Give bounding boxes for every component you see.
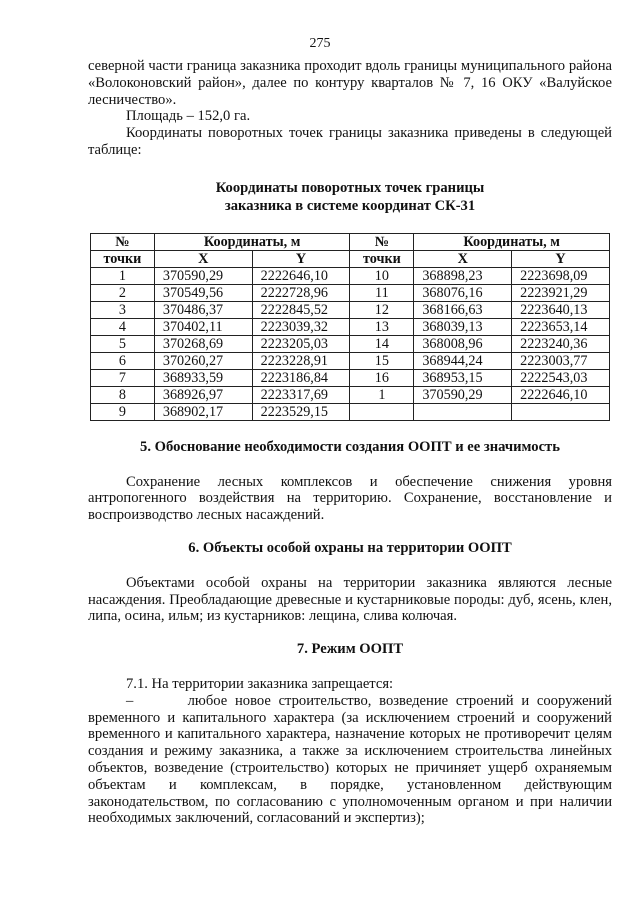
table-row	[91, 403, 610, 420]
table-title	[88, 179, 612, 215]
table-cell-x1: 370486,37	[154, 301, 252, 318]
table-body	[91, 267, 610, 420]
table-cell-n2: 15	[350, 352, 414, 369]
table-row	[91, 386, 610, 403]
header-point: точки	[91, 250, 155, 267]
header-point-no: №	[350, 233, 414, 250]
table-cell-x2: 368898,23	[414, 267, 512, 284]
table-cell-n2: 13	[350, 318, 414, 335]
table-cell-x1: 368933,59	[154, 369, 252, 386]
table-row	[91, 335, 610, 352]
header-coordinates: Координаты, м	[154, 233, 350, 250]
table-row	[91, 284, 610, 301]
area-line: Площадь – 152,0 га.	[126, 108, 251, 125]
table-cell-y1: 2222728,96	[252, 284, 350, 301]
table-cell-y2: 2223640,13	[512, 301, 610, 318]
intro-paragraph-1: северной части граница заказника проходит вдоль границы муниципального района «Волоконовский район», далее по контуру кварталов № 7, 16 ОКУ «Валуйское лесничество».	[88, 58, 612, 108]
table-cell-n2: 1	[350, 386, 414, 403]
table-cell-y1: 2223186,84	[252, 369, 350, 386]
table-cell-x1: 370260,27	[154, 352, 252, 369]
table-cell-n1: 1	[91, 267, 155, 284]
table-cell-x2	[414, 403, 512, 420]
table-row	[91, 318, 610, 335]
section-5-title: 5. Обоснование необходимости создания ООПТ и ее значимость	[140, 438, 560, 455]
table-cell-y2: 2223653,14	[512, 318, 610, 335]
header-point: точки	[350, 250, 414, 267]
table-cell-x2: 368166,63	[414, 301, 512, 318]
section-7-title: 7. Режим ООПТ	[296, 641, 404, 658]
table-cell-n2: 11	[350, 284, 414, 301]
table-cell-n2: 12	[350, 301, 414, 318]
table-row	[91, 369, 610, 386]
header-coordinates: Координаты, м	[414, 233, 610, 250]
table-cell-x2: 368953,15	[414, 369, 512, 386]
table-cell-y1: 2223317,69	[252, 386, 350, 403]
table-cell-x1: 370590,29	[154, 267, 252, 284]
table-cell-n1: 9	[91, 403, 155, 420]
table-row	[91, 267, 610, 284]
table-cell-x1: 370268,69	[154, 335, 252, 352]
table-cell-y2	[512, 403, 610, 420]
table-cell-y1: 2222845,52	[252, 301, 350, 318]
table-header-row-1	[91, 233, 610, 250]
table-cell-x2: 368008,96	[414, 335, 512, 352]
table-cell-x2: 370590,29	[414, 386, 512, 403]
table-row	[91, 301, 610, 318]
header-x: X	[154, 250, 252, 267]
table-cell-x1: 368902,17	[154, 403, 252, 420]
table-cell-n2	[350, 403, 414, 420]
section-6-title: 6. Объекты особой охраны на территории ООПТ	[188, 539, 512, 556]
table-cell-n2: 14	[350, 335, 414, 352]
table-cell-y1: 2223039,32	[252, 318, 350, 335]
table-header-row-2	[91, 250, 610, 267]
table-cell-x1: 370402,11	[154, 318, 252, 335]
table-cell-y1: 2223228,91	[252, 352, 350, 369]
table-title-line-1: Координаты поворотных точек границы	[215, 179, 485, 196]
table-title-line-2: заказника в системе координат СК-31	[224, 197, 476, 214]
coordinates-table	[90, 233, 610, 421]
section-5-text: Сохранение лесных комплексов и обеспечение снижения уровня антропогенного воздействия на территорию. Сохранение, восстановление и воспроизводство лесных насаждений.	[88, 473, 612, 524]
table-cell-y2: 2223921,29	[512, 284, 610, 301]
table-cell-y2: 2223698,09	[512, 267, 610, 284]
document-body	[88, 58, 616, 827]
intro-paragraph-2: Координаты поворотных точек границы заказника приведены в следующей таблице:	[88, 125, 612, 158]
table-cell-y2: 2222646,10	[512, 386, 610, 403]
table-cell-y1: 2223529,15	[252, 403, 350, 420]
page-number: 275	[309, 36, 331, 51]
table-cell-n1: 6	[91, 352, 155, 369]
table-cell-x2: 368039,13	[414, 318, 512, 335]
table-cell-n1: 3	[91, 301, 155, 318]
header-y: Y	[252, 250, 350, 267]
table-cell-x1: 368926,97	[154, 386, 252, 403]
section-7-1: 7.1. На территории заказника запрещается:	[126, 675, 394, 692]
table-cell-x2: 368944,24	[414, 352, 512, 369]
section-7-bullet-1: – любое новое строительство, возведение строений и сооружений временного и капитального характера (за исключением строений и сооружений временного и капитального характера, назначение которых не противоречит целям создания и режиму заказника, а также за исключением строительства линейных объектов, возведение (строительство) которых не причиняет ущерб охраняемым объектам и комплексам, в порядке, установленном действующим законодательством, по согласованию с уполномоченным органом и при наличии необходимых заключений, согласований и экспертиз);	[88, 692, 616, 827]
header-y: Y	[512, 250, 610, 267]
table-cell-y2: 2223240,36	[512, 335, 610, 352]
table-cell-y2: 2223003,77	[512, 352, 610, 369]
table-cell-n1: 8	[91, 386, 155, 403]
table-cell-y1: 2222646,10	[252, 267, 350, 284]
table-cell-x2: 368076,16	[414, 284, 512, 301]
table-cell-x1: 370549,56	[154, 284, 252, 301]
table-row	[91, 352, 610, 369]
table-cell-y1: 2223205,03	[252, 335, 350, 352]
table-cell-n1: 4	[91, 318, 155, 335]
table-cell-y2: 2222543,03	[512, 369, 610, 386]
table-cell-n1: 7	[91, 369, 155, 386]
header-x: X	[414, 250, 512, 267]
table-cell-n1: 5	[91, 335, 155, 352]
table-cell-n2: 10	[350, 267, 414, 284]
header-point-no: №	[91, 233, 155, 250]
table-cell-n2: 16	[350, 369, 414, 386]
table-cell-n1: 2	[91, 284, 155, 301]
section-6-text: Объектами особой охраны на территории заказника являются лесные насаждения. Преобладающие древесные и кустарниковые породы: дуб, ясень, клен, липа, осина, ильм; из кустарников: лещина, слива колючая.	[88, 574, 612, 625]
